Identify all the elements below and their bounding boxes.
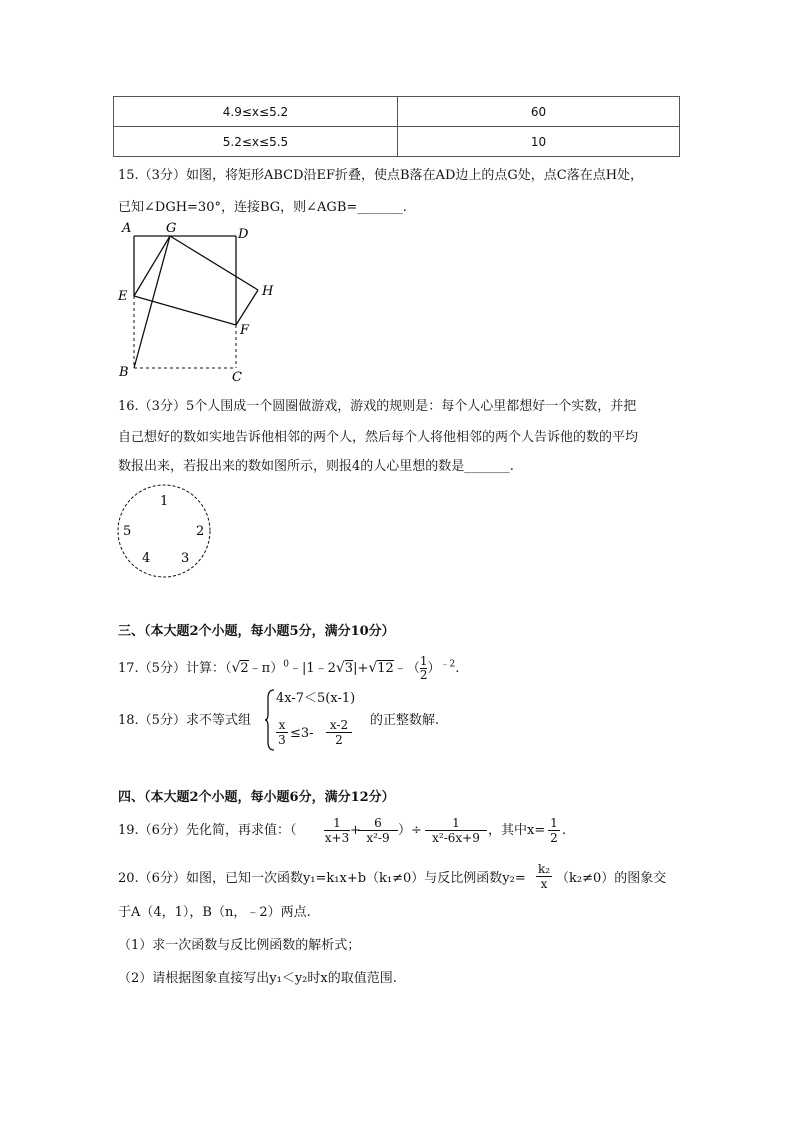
q20-part1: （1）求一次函数与反比例函数的解析式； [118, 938, 361, 953]
q18-brace [264, 688, 276, 752]
q20-line1-b: （k₂≠0）的图象交 [556, 871, 667, 886]
q19-plus: + [350, 823, 361, 838]
q15-figure [110, 218, 290, 388]
table-cell-range: 5.2≤x≤5.5 [114, 127, 398, 157]
label-A: A [122, 221, 132, 236]
q19-end: . [562, 823, 567, 838]
q17-frac-num: 1 [419, 654, 428, 668]
q17-sqrt2: 2 [240, 661, 249, 676]
q19-f3-den: x²-6x+9 [425, 830, 487, 845]
q18-prefix: 18.（5分）求不等式组 [118, 713, 251, 728]
label-B: B [119, 365, 129, 380]
q20-k-den: x [536, 876, 552, 891]
table-row [114, 97, 680, 127]
q17-mid3: ﹣（ [393, 661, 420, 676]
q17-close: ） [427, 661, 441, 676]
frequency-table [113, 96, 680, 157]
section4-heading: 四、（本大题2个小题，每小题6分，满分12分） [118, 790, 395, 805]
q18-frac-den2: 2 [326, 732, 352, 747]
q20-k-num: k₂ [537, 862, 551, 876]
q19-fraction-3 [425, 816, 487, 845]
q20-fraction-k2-x [536, 862, 552, 891]
label-D: D [238, 227, 249, 242]
q18-inequality-1: 4x-7＜5(x-1) [276, 691, 356, 706]
q16-line2: 自己想好的数如实地告诉他相邻的两个人，然后每个人将他相邻的两个人告诉他的数的平均 [118, 430, 639, 445]
q20-line2: 于A（4，1），B（n，﹣2）两点. [118, 905, 311, 920]
q16-line1: 16.（3分）5个人围成一个圆圈做游戏，游戏的规则是：每个人心里都想好一个实数，并把 [118, 399, 637, 414]
q19-prefix: 19.（6分）先化简，再求值：（ [118, 823, 297, 838]
q17: 17.（5分）计算：（√2﹣π）$^0$﹣|1﹣2√3|+√12﹣（ $\frac{1}{2}$ ）$^{﹣2}$. [118, 654, 460, 682]
table-cell-count: 10 [398, 127, 680, 157]
q18-frac-num2: x-2 [329, 718, 349, 732]
label-F: F [240, 323, 250, 338]
q19-f2-den: x²-9 [358, 830, 398, 845]
q19-f1-num: 1 [333, 816, 341, 830]
q19-f1-den: x+3 [324, 831, 350, 845]
q19-f2-num: 6 [374, 816, 382, 830]
circle-number-1: 1 [160, 494, 169, 509]
q17-prefix: 17.（5分）计算：（ [118, 661, 232, 676]
label-E: E [118, 289, 128, 304]
q15-line2: 已知∠DGH=30°，连接BG，则∠AGB=_______. [118, 200, 407, 215]
q17-exp0: 0 [283, 659, 289, 670]
q17-exp: ﹣2 [440, 659, 456, 670]
table-cell-range: 4.9≤x≤5.2 [114, 97, 398, 127]
q16-circle-figure [112, 482, 218, 582]
label-C: C [232, 370, 242, 385]
q18-fraction-x-3 [276, 718, 288, 747]
q19-close: ）÷ [398, 823, 422, 838]
q19-f3-num: 1 [452, 816, 460, 830]
q19-fraction-x [548, 816, 560, 845]
q17-mid2: |+ [353, 661, 369, 676]
circle-number-5: 5 [123, 524, 132, 539]
q16-line3: 数报出来，若报出来的数如图所示，则报4的人心里想的数是_______. [118, 459, 514, 474]
q17-end: . [455, 661, 460, 676]
q17-sqrt3: 3 [344, 661, 354, 676]
q18-suffix: 的正整数解. [370, 713, 440, 728]
q17-sqrt12: 12 [377, 661, 394, 676]
q18-frac-den: 3 [276, 732, 288, 747]
q18-fraction-x-2 [326, 718, 352, 747]
q17-mid: ﹣|1﹣2 [288, 661, 336, 676]
q17-minus-pi: ﹣π） [248, 661, 284, 676]
q20-line1-a: 20.（6分）如图，已知一次函数y₁=k₁x+b（k₁≠0）与反比例函数y₂= [118, 871, 526, 886]
q18-ineq2-mid: ≤3- [290, 726, 314, 741]
q15-line1: 15.（3分）如图，将矩形ABCD沿EF折叠，使点B落在AD边上的点G处，点C落在点H处， [118, 168, 644, 183]
circle-number-2: 2 [196, 524, 205, 539]
q19-x-den: 2 [548, 830, 560, 845]
label-G: G [166, 221, 177, 236]
label-H: H [262, 284, 274, 299]
q19-fraction-2 [358, 816, 398, 845]
section3-heading: 三、（本大题2个小题，每小题5分，满分10分） [118, 624, 395, 639]
q19-x-num: 1 [550, 816, 558, 830]
table-cell-count: 60 [398, 97, 680, 127]
q20-part2: （2）请根据图象直接写出y₁＜y₂时x的取值范围. [118, 971, 397, 986]
q19-mid: ，其中x= [488, 823, 546, 838]
q17-frac-den: 2 [419, 668, 428, 682]
circle-number-3: 3 [181, 551, 190, 566]
q19-fraction-1 [324, 816, 350, 845]
circle-number-4: 4 [142, 551, 151, 566]
table-row [114, 127, 680, 157]
q18-frac-num: x [278, 718, 286, 732]
